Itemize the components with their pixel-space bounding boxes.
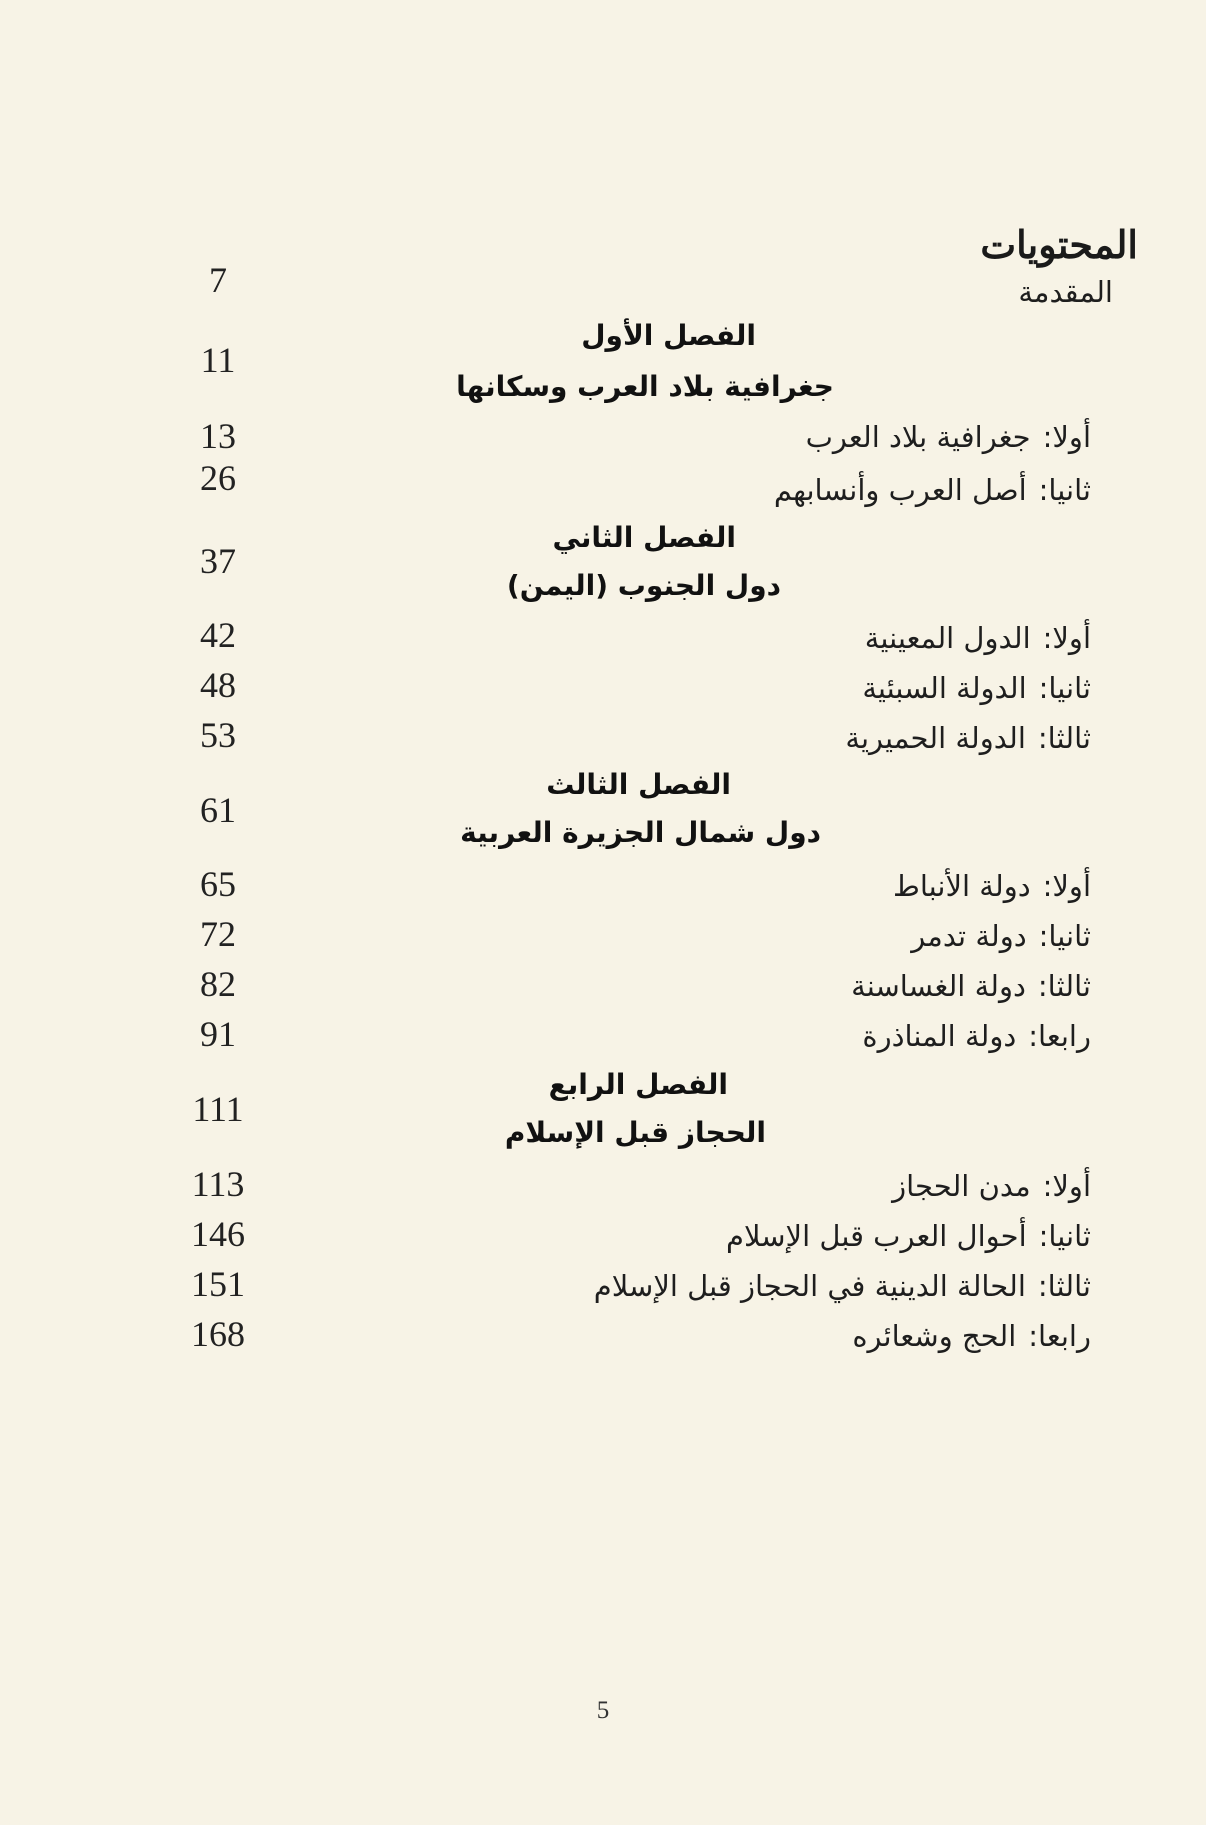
toc-entry — [593, 1269, 1091, 1303]
chapter-label: الفصل الثالث — [546, 768, 731, 801]
toc-entry — [851, 969, 1091, 1003]
toc-page-number: 7 — [209, 260, 227, 300]
section-title: دولة الغساسنة — [851, 969, 1026, 1003]
toc-page-number: 26 — [200, 458, 236, 498]
toc-page-number: 168 — [191, 1314, 245, 1354]
section-prefix: رابعا: — [1028, 1319, 1091, 1353]
toc-entry — [852, 1319, 1091, 1353]
section-title: الدول المعينية — [864, 621, 1031, 655]
toc-entry-intro: المقدمة — [1018, 275, 1113, 309]
toc-page-number: 72 — [200, 914, 236, 954]
section-title: دولة تدمر — [911, 919, 1027, 953]
toc-entry — [892, 1169, 1091, 1203]
chapter-label: الفصل الرابع — [548, 1068, 728, 1101]
chapter-title: الحجاز قبل الإسلام — [504, 1116, 766, 1149]
section-prefix: ثانيا: — [1038, 671, 1091, 705]
toc-entry — [864, 621, 1091, 655]
toc-page-number: 42 — [200, 615, 236, 655]
toc-entry — [773, 473, 1091, 507]
section-prefix: ثالثا: — [1037, 1269, 1091, 1303]
section-title: أحوال العرب قبل الإسلام — [725, 1219, 1027, 1253]
section-prefix: أولا: — [1042, 420, 1091, 454]
section-title: دولة المناذرة — [862, 1019, 1017, 1053]
chapter-title: دول الجنوب (اليمن) — [506, 569, 781, 602]
toc-page-number: 48 — [200, 665, 236, 705]
toc-page-number: 111 — [192, 1089, 244, 1129]
section-prefix: ثانيا: — [1038, 473, 1091, 507]
chapter-label: الفصل الأول — [581, 319, 756, 352]
page-title: المحتويات — [980, 222, 1138, 267]
section-title: أصل العرب وأنسابهم — [773, 473, 1027, 507]
section-title: جغرافية بلاد العرب — [805, 420, 1031, 454]
toc-page-number: 11 — [200, 340, 236, 380]
toc-page-number: 13 — [200, 416, 236, 456]
section-title: مدن الحجاز — [892, 1169, 1031, 1203]
toc-page-number: 151 — [191, 1264, 245, 1304]
section-title: الدولة الحميرية — [845, 721, 1026, 755]
section-prefix: ثالثا: — [1037, 721, 1091, 755]
toc-entry — [862, 671, 1091, 705]
toc-entry — [893, 869, 1091, 903]
section-prefix: أولا: — [1042, 869, 1091, 903]
chapter-title: جغرافية بلاد العرب وسكانها — [456, 370, 834, 403]
toc-page-number: 61 — [200, 790, 236, 830]
toc-entry — [862, 1019, 1091, 1053]
toc-page-number: 91 — [200, 1014, 236, 1054]
chapter-label: الفصل الثاني — [552, 521, 736, 554]
toc-page-number: 37 — [200, 541, 236, 581]
toc-page-number: 146 — [191, 1214, 245, 1254]
toc-page-number: 82 — [200, 964, 236, 1004]
section-title: الدولة السبئية — [862, 671, 1027, 705]
toc-entry — [725, 1219, 1091, 1253]
toc-entry — [845, 721, 1091, 755]
toc-page-number: 113 — [191, 1164, 245, 1204]
toc-page-number: 65 — [200, 864, 236, 904]
section-title: الحج وشعائره — [852, 1319, 1017, 1353]
section-prefix: أولا: — [1042, 621, 1091, 655]
toc-entry — [911, 919, 1091, 953]
section-prefix: أولا: — [1042, 1169, 1091, 1203]
section-prefix: رابعا: — [1028, 1019, 1091, 1053]
section-title: الحالة الدينية في الحجاز قبل الإسلام — [593, 1269, 1026, 1303]
section-prefix: ثالثا: — [1037, 969, 1091, 1003]
footer-page-number: 5 — [596, 1697, 610, 1724]
toc-entry — [805, 420, 1091, 454]
section-prefix: ثانيا: — [1038, 1219, 1091, 1253]
section-title: دولة الأنباط — [893, 869, 1031, 903]
section-prefix: ثانيا: — [1038, 919, 1091, 953]
chapter-title: دول شمال الجزيرة العربية — [460, 816, 821, 849]
toc-page-number: 53 — [200, 715, 236, 755]
